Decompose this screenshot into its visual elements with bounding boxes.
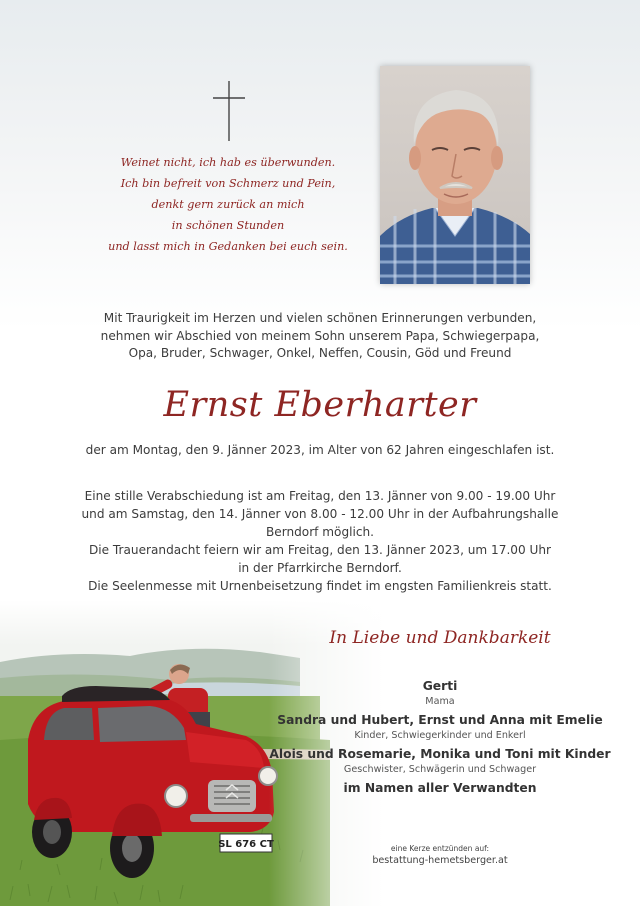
- arrangement-line: Eine stille Verabschiedung ist am Freitag, den 13. Jänner von 9.00 - 19.00 Uhr: [84, 489, 556, 503]
- poem-line: Ich bin befreit von Schmerz und Pein,: [120, 177, 336, 190]
- mourner-entry: [250, 780, 630, 797]
- poem-line: Weinet nicht, ich hab es überwunden.: [120, 156, 336, 169]
- intro-line: nehmen wir Abschied von meinem Sohn unserem Papa, Schwiegerpapa,: [100, 328, 540, 343]
- relatives-line: im Namen aller Verwandten: [343, 781, 537, 795]
- intro-line: Opa, Bruder, Schwager, Onkel, Neffen, Cousin, Göd und Freund: [128, 346, 512, 360]
- mourner-entry: [250, 678, 630, 708]
- intro-line: Mit Traurigkeit im Herzen und vielen schönen Erinnerungen verbunden,: [103, 311, 537, 325]
- poem-line: in schönen Stunden: [171, 219, 285, 232]
- poem-line: und lasst mich in Gedanken bei euch sein.: [108, 240, 348, 253]
- memorial-poem: [80, 152, 376, 257]
- mourner-entry: [250, 712, 630, 742]
- mourner-entry: [250, 746, 630, 776]
- portrait-photo: [380, 66, 530, 284]
- arrangement-line: Berndorf möglich.: [265, 525, 375, 539]
- gratitude-heading: In Liebe und Dankbarkeit: [329, 628, 551, 648]
- mourner-relation: Mama: [425, 696, 455, 707]
- cross-icon: [212, 80, 246, 142]
- mourner-relation: Kinder, Schwiegerkinder und Enkerl: [354, 730, 526, 741]
- arrangement-line: Die Trauerandacht feiern wir am Freitag, den 13. Jänner 2023, um 17.00 Uhr: [88, 543, 552, 557]
- website-link[interactable]: bestattung-hemetsberger.at: [372, 855, 508, 866]
- candle-text: eine Kerze entzünden auf:: [390, 844, 490, 853]
- deceased-name: Ernst Eberharter: [163, 385, 477, 425]
- intro-text: [60, 310, 580, 363]
- poem-line: denkt gern zurück an mich: [151, 198, 305, 211]
- mourner-name: Alois und Rosemarie, Monika und Toni mit Kinder: [269, 747, 611, 761]
- arrangement-line: und am Samstag, den 14. Jänner von 8.00 - 12.00 Uhr in der Aufbahrungshalle: [81, 507, 559, 521]
- footer: [340, 843, 540, 868]
- arrangement-line: in der Pfarrkirche Berndorf.: [238, 561, 402, 575]
- funeral-arrangements: [60, 487, 580, 595]
- passing-notice: der am Montag, den 9. Jänner 2023, im Alter von 62 Jahren eingeschlafen ist.: [85, 443, 555, 457]
- mourners-list: [250, 678, 630, 801]
- mourner-name: Sandra und Hubert, Ernst und Anna mit Emelie: [277, 713, 603, 727]
- mourner-name: Gerti: [422, 679, 458, 693]
- arrangement-line: Die Seelenmesse mit Urnenbeisetzung findet im engsten Familienkreis statt.: [88, 579, 552, 593]
- mourner-relation: Geschwister, Schwägerin und Schwager: [343, 764, 537, 775]
